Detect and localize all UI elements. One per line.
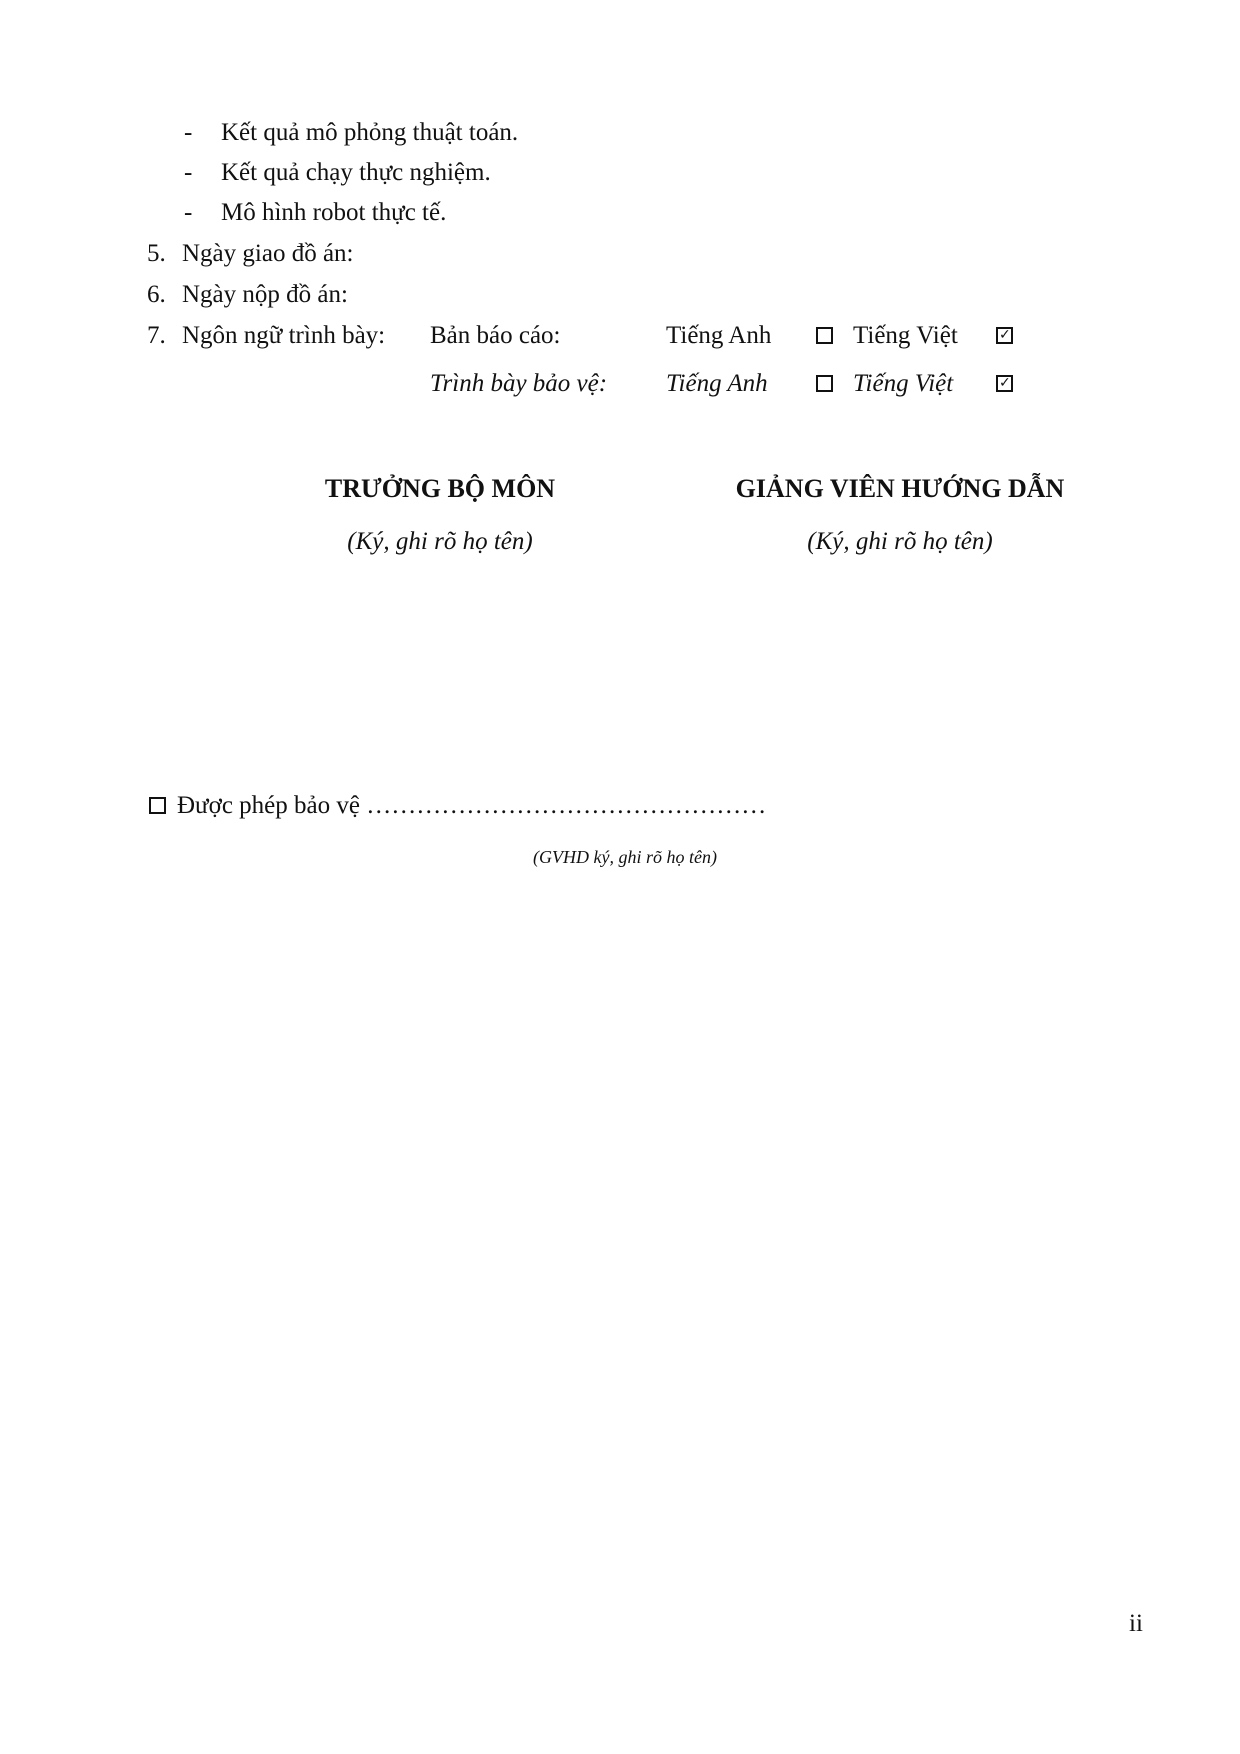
vietnamese-option-label: Tiếng Việt xyxy=(853,322,958,349)
page-number: ii xyxy=(1129,1610,1143,1637)
bullet-dash: - xyxy=(184,119,193,146)
approval-label: Được phép bảo vệ ………………………………………… xyxy=(177,792,767,819)
head-of-department-title: TRƯỞNG BỘ MÔN xyxy=(324,474,556,503)
head-of-department-note: (Ký, ghi rõ họ tên) xyxy=(347,528,533,555)
approval-checkbox[interactable] xyxy=(149,797,166,814)
item-number: 6. xyxy=(147,281,166,308)
english-option-label: Tiếng Anh xyxy=(666,322,772,349)
item-number: 7. xyxy=(147,322,166,349)
bullet-text: Kết quả mô phỏng thuật toán. xyxy=(221,119,519,146)
checkmark-icon: ✓ xyxy=(999,375,1011,391)
item-number: 5. xyxy=(147,240,166,267)
item-submit-date: Ngày nộp đồ án: xyxy=(182,281,348,308)
item-assign-date: Ngày giao đồ án: xyxy=(182,240,354,267)
vietnamese-checkbox[interactable] xyxy=(996,375,1013,392)
english-option-label: Tiếng Anh xyxy=(666,370,768,397)
item-language: Ngôn ngữ trình bày: xyxy=(182,322,386,349)
approval-note: (GVHD ký, ghi rõ họ tên) xyxy=(533,847,717,867)
bullet-dash: - xyxy=(184,199,193,226)
report-label: Bản báo cáo: xyxy=(430,322,561,349)
checkmark-icon: ✓ xyxy=(999,327,1011,343)
english-checkbox[interactable] xyxy=(816,375,833,392)
bullet-text: Kết quả chạy thực nghiệm. xyxy=(221,159,491,186)
vietnamese-option-label: Tiếng Việt xyxy=(853,370,954,397)
supervisor-note: (Ký, ghi rõ họ tên) xyxy=(807,528,993,555)
defense-label: Trình bày bảo vệ: xyxy=(430,370,608,397)
english-checkbox[interactable] xyxy=(816,327,833,344)
supervisor-title: GIẢNG VIÊN HƯỚNG DẪN xyxy=(735,474,1065,503)
bullet-dash: - xyxy=(184,159,193,186)
bullet-text: Mô hình robot thực tế. xyxy=(221,199,447,226)
vietnamese-checkbox[interactable] xyxy=(996,327,1013,344)
